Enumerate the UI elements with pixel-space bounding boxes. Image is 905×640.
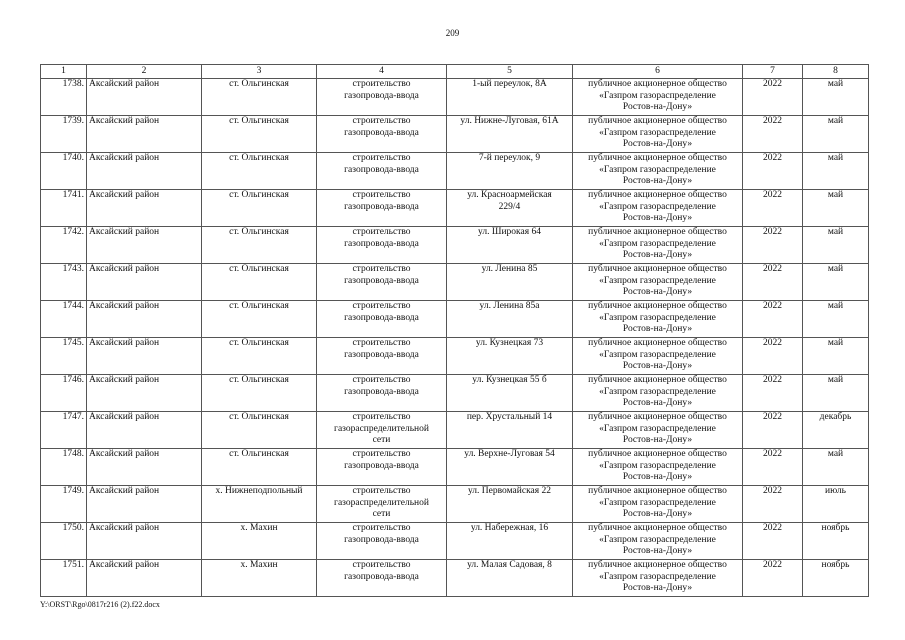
address-cell (447, 153, 573, 190)
organization-cell-line: «Газпром газораспределение (599, 571, 716, 582)
table-row (41, 190, 869, 227)
work-type-cell (317, 301, 447, 338)
table-row (41, 338, 869, 375)
address-cell-line: ул. Кузнецкая 73 (475, 338, 544, 348)
organization-cell (573, 264, 743, 301)
row-number: 1741. (41, 190, 87, 227)
address-cell-line: пер. Хрустальный 14 (466, 412, 553, 422)
address-cell-line: 7-й переулок, 9 (478, 153, 541, 163)
organization-cell-line: «Газпром газораспределение (599, 164, 716, 175)
work-type-cell-line: газопровода-ввода (344, 534, 419, 545)
settlement-cell: ст. Ольгинская (202, 375, 317, 412)
organization-cell-line: Ростов-на-Дону» (622, 324, 693, 334)
organization-cell-line: «Газпром газораспределение (599, 386, 716, 397)
organization-cell (573, 523, 743, 560)
district-cell: Аксайский район (87, 301, 202, 338)
work-type-cell-line: сети (372, 435, 391, 445)
work-type-cell-line: газопровода-ввода (344, 238, 419, 249)
year-cell: 2022 (743, 486, 803, 523)
year-cell: 2022 (743, 560, 803, 597)
table-row (41, 523, 869, 560)
district-cell: Аксайский район (87, 227, 202, 264)
district-cell: Аксайский район (87, 116, 202, 153)
row-number: 1739. (41, 116, 87, 153)
row-number: 1746. (41, 375, 87, 412)
organization-cell-line: Ростов-на-Дону» (622, 250, 693, 260)
column-header: 7 (743, 65, 803, 79)
row-number: 1738. (41, 79, 87, 116)
settlement-cell: ст. Ольгинская (202, 227, 317, 264)
address-cell (447, 375, 573, 412)
organization-cell (573, 449, 743, 486)
table-row (41, 116, 869, 153)
year-cell: 2022 (743, 412, 803, 449)
work-type-cell (317, 412, 447, 449)
column-header: 8 (803, 65, 869, 79)
address-cell (447, 227, 573, 264)
year-cell: 2022 (743, 79, 803, 116)
organization-cell-line: публичное акционерное общество (588, 79, 727, 89)
work-type-cell-line: сети (372, 509, 391, 519)
district-cell: Аксайский район (87, 264, 202, 301)
district-cell: Аксайский район (87, 486, 202, 523)
year-cell: 2022 (743, 301, 803, 338)
settlement-cell: ст. Ольгинская (202, 79, 317, 116)
month-cell: ноябрь (803, 523, 869, 560)
organization-cell-line: Ростов-на-Дону» (622, 287, 693, 297)
table-row (41, 412, 869, 449)
organization-cell (573, 301, 743, 338)
work-type-cell-line: строительство (352, 153, 411, 163)
work-type-cell-line: строительство (352, 338, 411, 348)
row-number: 1747. (41, 412, 87, 449)
organization-cell-line: «Газпром газораспределение (599, 90, 716, 101)
organization-cell-line: публичное акционерное общество (588, 227, 727, 237)
document-path: Y:\ORST\Rgo\0817r216 (2).f22.docx (40, 600, 160, 609)
organization-cell-line: Ростов-на-Дону» (622, 102, 693, 112)
address-cell (447, 449, 573, 486)
work-type-cell-line: строительство (352, 412, 411, 422)
work-type-cell (317, 153, 447, 190)
year-cell: 2022 (743, 227, 803, 264)
work-type-cell-line: строительство (352, 301, 411, 311)
district-cell: Аксайский район (87, 338, 202, 375)
year-cell: 2022 (743, 338, 803, 375)
work-type-cell (317, 375, 447, 412)
year-cell: 2022 (743, 264, 803, 301)
organization-cell-line: Ростов-на-Дону» (622, 435, 693, 445)
work-type-cell-line: газопровода-ввода (344, 164, 419, 175)
month-cell: июль (803, 486, 869, 523)
organization-cell (573, 375, 743, 412)
work-type-cell (317, 190, 447, 227)
organization-cell (573, 79, 743, 116)
organization-cell-line: публичное акционерное общество (588, 116, 727, 126)
work-type-cell-line: газопровода-ввода (344, 201, 419, 212)
table-row (41, 227, 869, 264)
organization-cell-line: «Газпром газораспределение (599, 534, 716, 545)
work-type-cell (317, 523, 447, 560)
work-type-cell (317, 560, 447, 597)
work-type-cell-line: строительство (352, 375, 411, 385)
work-type-cell-line: газопровода-ввода (344, 312, 419, 323)
address-cell (447, 264, 573, 301)
district-cell: Аксайский район (87, 190, 202, 227)
address-cell-line: ул. Кузнецкая 55 б (472, 375, 547, 385)
row-number: 1744. (41, 301, 87, 338)
organization-cell-line: публичное акционерное общество (588, 375, 727, 385)
address-cell-line: ул. Широкая 64 (478, 227, 541, 237)
organization-cell (573, 190, 743, 227)
row-number: 1751. (41, 560, 87, 597)
year-cell: 2022 (743, 153, 803, 190)
work-type-cell-line: газопровода-ввода (344, 275, 419, 286)
organization-cell-line: публичное акционерное общество (588, 153, 727, 163)
table-row (41, 560, 869, 597)
work-type-cell (317, 449, 447, 486)
gasification-schedule-table (40, 64, 869, 597)
column-header: 2 (87, 65, 202, 79)
organization-cell (573, 486, 743, 523)
address-cell-line: ул. Малая Садовая, 8 (467, 560, 552, 570)
work-type-cell-line: строительство (352, 79, 411, 89)
organization-cell-line: Ростов-на-Дону» (622, 361, 693, 371)
address-cell (447, 338, 573, 375)
column-header: 4 (317, 65, 447, 79)
row-number: 1742. (41, 227, 87, 264)
table-row (41, 153, 869, 190)
settlement-cell: ст. Ольгинская (202, 264, 317, 301)
row-number: 1743. (41, 264, 87, 301)
organization-cell-line: «Газпром газораспределение (599, 497, 716, 508)
work-type-cell (317, 338, 447, 375)
district-cell: Аксайский район (87, 523, 202, 560)
organization-cell-line: Ростов-на-Дону» (622, 139, 693, 149)
organization-cell-line: публичное акционерное общество (588, 412, 727, 422)
address-cell-line: ул. Ленина 85а (479, 301, 540, 311)
column-header: 3 (202, 65, 317, 79)
month-cell: май (803, 153, 869, 190)
work-type-cell (317, 486, 447, 523)
column-header: 5 (447, 65, 573, 79)
organization-cell (573, 116, 743, 153)
work-type-cell-line: газопровода-ввода (344, 90, 419, 101)
settlement-cell: х. Махин (202, 523, 317, 560)
work-type-cell-line: строительство (352, 449, 411, 459)
work-type-cell (317, 116, 447, 153)
work-type-cell (317, 227, 447, 264)
month-cell: ноябрь (803, 560, 869, 597)
work-type-cell-line: строительство (352, 264, 411, 274)
month-cell: май (803, 264, 869, 301)
organization-cell-line: «Газпром газораспределение (599, 127, 716, 138)
organization-cell (573, 153, 743, 190)
address-cell (447, 412, 573, 449)
address-cell (447, 301, 573, 338)
settlement-cell: ст. Ольгинская (202, 116, 317, 153)
work-type-cell-line: газопровода-ввода (344, 460, 419, 471)
settlement-cell: ст. Ольгинская (202, 153, 317, 190)
row-number: 1750. (41, 523, 87, 560)
year-cell: 2022 (743, 375, 803, 412)
organization-cell-line: Ростов-на-Дону» (622, 509, 693, 519)
month-cell: май (803, 190, 869, 227)
address-cell-line: ул. Нижне-Луговая, 61А (460, 116, 559, 126)
month-cell: май (803, 449, 869, 486)
work-type-cell-line: строительство (352, 560, 411, 570)
organization-cell-line: Ростов-на-Дону» (622, 176, 693, 186)
row-number: 1745. (41, 338, 87, 375)
work-type-cell (317, 79, 447, 116)
address-cell (447, 79, 573, 116)
organization-cell-line: публичное акционерное общество (588, 523, 727, 533)
address-cell (447, 190, 573, 227)
organization-cell-line: «Газпром газораспределение (599, 201, 716, 212)
settlement-cell: х. Нижнеподпольный (202, 486, 317, 523)
year-cell: 2022 (743, 116, 803, 153)
address-cell (447, 523, 573, 560)
district-cell: Аксайский район (87, 449, 202, 486)
month-cell: май (803, 227, 869, 264)
district-cell: Аксайский район (87, 375, 202, 412)
organization-cell-line: публичное акционерное общество (588, 301, 727, 311)
table-row (41, 79, 869, 116)
work-type-cell (317, 264, 447, 301)
organization-cell-line: Ростов-на-Дону» (622, 546, 693, 556)
work-type-cell-line: строительство (352, 190, 411, 200)
year-cell: 2022 (743, 523, 803, 560)
organization-cell-line: «Газпром газораспределение (599, 460, 716, 471)
organization-cell-line: «Газпром газораспределение (599, 275, 716, 286)
organization-cell-line: Ростов-на-Дону» (622, 213, 693, 223)
settlement-cell: ст. Ольгинская (202, 449, 317, 486)
page-number: 209 (445, 28, 460, 38)
column-header: 6 (573, 65, 743, 79)
organization-cell-line: «Газпром газораспределение (599, 423, 716, 434)
address-cell (447, 116, 573, 153)
organization-cell-line: публичное акционерное общество (588, 190, 727, 200)
year-cell: 2022 (743, 190, 803, 227)
month-cell: декабрь (803, 412, 869, 449)
month-cell: май (803, 338, 869, 375)
address-cell (447, 560, 573, 597)
settlement-cell: ст. Ольгинская (202, 301, 317, 338)
address-cell-line: ул. Верхне-Луговая 54 (464, 449, 555, 459)
address-cell-line: 229/4 (498, 201, 521, 212)
district-cell: Аксайский район (87, 412, 202, 449)
column-header: 1 (41, 65, 87, 79)
settlement-cell: ст. Ольгинская (202, 412, 317, 449)
organization-cell-line: Ростов-на-Дону» (622, 398, 693, 408)
address-cell (447, 486, 573, 523)
header-row (41, 65, 869, 79)
organization-cell-line: публичное акционерное общество (588, 449, 727, 459)
work-type-cell-line: газораспределительной (334, 497, 429, 508)
table-row (41, 375, 869, 412)
month-cell: май (803, 301, 869, 338)
organization-cell-line: «Газпром газораспределение (599, 312, 716, 323)
organization-cell-line: Ростов-на-Дону» (622, 472, 693, 482)
organization-cell-line: «Газпром газораспределение (599, 349, 716, 360)
year-cell: 2022 (743, 449, 803, 486)
row-number: 1749. (41, 486, 87, 523)
organization-cell-line: «Газпром газораспределение (599, 238, 716, 249)
table-row (41, 486, 869, 523)
work-type-cell-line: газораспределительной (334, 423, 429, 434)
address-cell-line: ул. Набережная, 16 (470, 523, 549, 533)
table-row (41, 264, 869, 301)
district-cell: Аксайский район (87, 153, 202, 190)
organization-cell-line: публичное акционерное общество (588, 264, 727, 274)
month-cell: май (803, 79, 869, 116)
work-type-cell-line: газопровода-ввода (344, 386, 419, 397)
work-type-cell-line: газопровода-ввода (344, 127, 419, 138)
work-type-cell-line: строительство (352, 116, 411, 126)
organization-cell-line: публичное акционерное общество (588, 338, 727, 348)
organization-cell (573, 338, 743, 375)
work-type-cell-line: газопровода-ввода (344, 571, 419, 582)
address-cell-line: ул. Красноармейская (467, 190, 552, 200)
district-cell: Аксайский район (87, 79, 202, 116)
organization-cell-line: Ростов-на-Дону» (622, 583, 693, 593)
table-row (41, 301, 869, 338)
organization-cell-line: публичное акционерное общество (588, 486, 727, 496)
settlement-cell: ст. Ольгинская (202, 338, 317, 375)
organization-cell (573, 227, 743, 264)
district-cell: Аксайский район (87, 560, 202, 597)
work-type-cell-line: газопровода-ввода (344, 349, 419, 360)
settlement-cell: ст. Ольгинская (202, 190, 317, 227)
address-cell-line: 1-ый переулок, 8А (472, 79, 547, 89)
work-type-cell-line: строительство (352, 523, 411, 533)
organization-cell (573, 412, 743, 449)
settlement-cell: х. Махин (202, 560, 317, 597)
row-number: 1740. (41, 153, 87, 190)
month-cell: май (803, 116, 869, 153)
table-row (41, 449, 869, 486)
month-cell: май (803, 375, 869, 412)
organization-cell (573, 560, 743, 597)
address-cell-line: ул. Ленина 85 (481, 264, 538, 274)
row-number: 1748. (41, 449, 87, 486)
work-type-cell-line: строительство (352, 486, 411, 496)
work-type-cell-line: строительство (352, 227, 411, 237)
address-cell-line: ул. Первомайская 22 (467, 486, 552, 496)
organization-cell-line: публичное акционерное общество (588, 560, 727, 570)
